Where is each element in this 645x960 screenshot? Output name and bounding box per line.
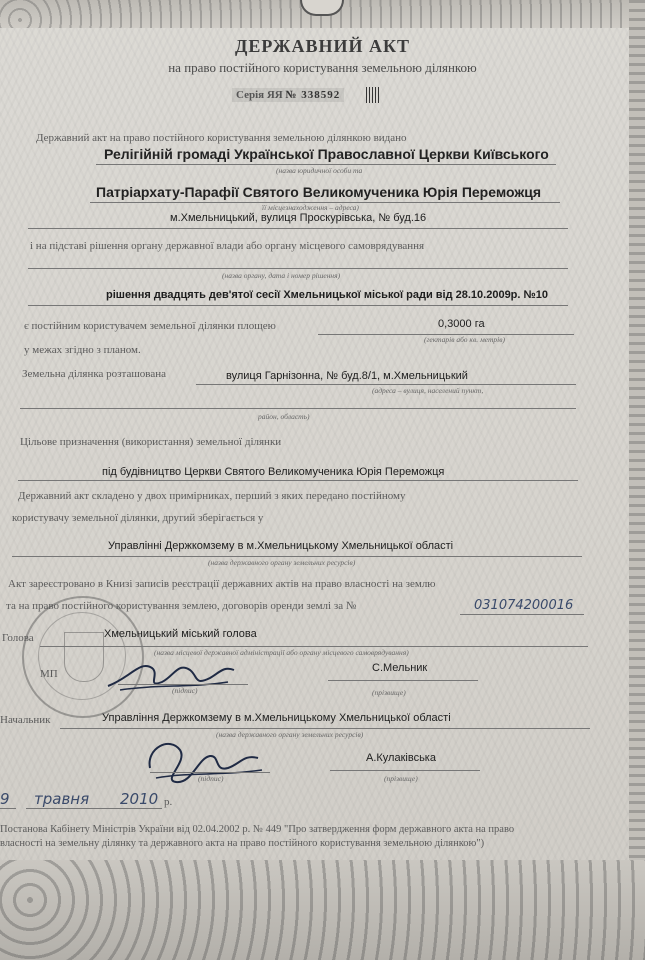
trident-icon — [64, 632, 104, 682]
chief-label: Начальник — [0, 714, 51, 726]
decision-underline-1 — [28, 268, 568, 269]
document-subtitle: на право постійного користування земельною ділянкою — [168, 60, 477, 75]
chief-signature-underline — [150, 772, 270, 773]
copies-keeper: Управлінні Держкомзему в м.Хмельницькому Хмельницької області — [108, 540, 454, 552]
date-day: 9 — [0, 790, 10, 808]
issued-intro: Державний акт на право постійного користування земельною ділянкою видано — [36, 132, 407, 144]
location-underline-1 — [196, 384, 576, 385]
location-intro: Земельна ділянка розташована — [22, 368, 166, 380]
head-signature — [100, 648, 240, 698]
location-value: вулиця Гарнізонна, № буд.8/1, м.Хмельницький — [226, 370, 468, 382]
date-suffix: р. — [164, 796, 173, 808]
area-plan: у межах згідно з планом. — [24, 344, 141, 356]
copies-line-2: користувачу земельної ділянки, другий зберігається у — [12, 512, 264, 524]
footer-line-1: Постанова Кабінету Міністрів України від 02.04.2002 р. № 449 "Про затвердження форм державного акта на право — [0, 824, 515, 835]
purpose-value: під будівництво Церкви Святого Великомученика Юрія Переможця — [102, 466, 445, 478]
decision-text-value: рішення двадцять дев'ятої сесії Хмельницької міської ради від 28.10.2009р. №10 — [106, 289, 549, 301]
keeper-underline — [12, 556, 582, 557]
head-label: Голова — [2, 632, 34, 644]
head-signature-underline — [118, 684, 248, 685]
chief-org-hint: (назва державного органу земельних ресурсів) — [216, 730, 364, 739]
area-intro: є постійним користувачем земельної ділянки площею — [24, 320, 276, 332]
mp-label: МП — [40, 668, 58, 680]
recipient-line-1: Релігійній громаді Української Православної Церкви Київського — [104, 146, 549, 162]
keeper-hint: (назва державного органу земельних ресурсів) — [208, 558, 356, 567]
head-name: С.Мельник — [372, 662, 428, 674]
decision-underline-2 — [28, 305, 568, 306]
series-number — [232, 88, 344, 102]
purpose-underline — [18, 480, 578, 481]
ornamental-border-bottom — [0, 860, 645, 960]
registration-line-2: та на право постійного користування землею, договорів оренди землі за № — [6, 600, 357, 612]
head-org: Хмельницький міський голова — [104, 628, 257, 640]
date-month: травня — [34, 790, 90, 808]
decision-hint: (назва органу, дата і номер рішення) — [222, 271, 341, 280]
registration-underline — [460, 614, 584, 615]
series-value: № 338592 — [285, 89, 341, 101]
location-underline-2 — [20, 408, 576, 409]
head-signature-hint: (підпис) — [172, 686, 198, 695]
date-year: 2010 — [120, 790, 159, 808]
chief-name-hint: (прізвище) — [384, 774, 418, 783]
barcode-icon — [366, 87, 380, 103]
registration-number: 031074200016 — [474, 598, 574, 613]
head-name-underline — [328, 680, 478, 681]
chief-signature-hint: (підпис) — [198, 774, 224, 783]
chief-name: А.Кулаківська — [366, 752, 436, 764]
decision-text — [106, 289, 548, 301]
location-hint: її місцезнаходження – адреса) — [262, 203, 359, 212]
location-hint-2: район, область) — [258, 412, 310, 421]
registration-line-1: Акт зареєстровано в Книзі записів реєстрації державних актів на право власності на землю — [8, 578, 436, 590]
chief-org: Управління Держкомзему в м.Хмельницькому Хмельницької області — [102, 712, 451, 724]
recipient-hint: (назва юридичної особи та — [276, 166, 363, 175]
series-label: Серія ЯЯ — [236, 89, 283, 101]
recipient-underline-1 — [96, 164, 556, 165]
head-org-hint: (назва місцевої державної адміністрації або органу місцевого самоврядування) — [154, 648, 409, 657]
ornamental-border-right — [629, 0, 645, 960]
area-unit-hint: (гектарів або кв. метрів) — [424, 335, 505, 344]
recipient-address: м.Хмельницький, вулиця Проскурівська, № буд.16 — [170, 212, 427, 224]
date-day-underline — [0, 808, 16, 809]
copies-line-1: Державний акт складено у двох примірниках, перший з яких передано постійному — [18, 490, 406, 502]
date-underline — [26, 808, 162, 809]
location-hint-1: (адреса – вулиця, населений пункт, — [372, 386, 484, 395]
area-value: 0,3000 га — [438, 318, 485, 330]
chief-name-underline — [330, 770, 480, 771]
address-underline — [28, 228, 568, 229]
recipient-line-2: Патріархату-Парафії Святого Великомученика Юрія Переможця — [96, 184, 542, 200]
head-org-underline — [40, 646, 588, 647]
purpose-intro: Цільове призначення (використання) земельної ділянки — [20, 436, 282, 448]
document-title: ДЕРЖАВНИЙ АКТ — [234, 36, 411, 56]
decision-intro: і на підставі рішення органу державної влади або органу місцевого самоврядування — [30, 240, 425, 252]
footer-line-2: власності на земельну ділянку та державного акта на право постійного користування земельною ділянкою") — [0, 838, 485, 849]
head-name-hint: (прізвище) — [372, 688, 406, 697]
